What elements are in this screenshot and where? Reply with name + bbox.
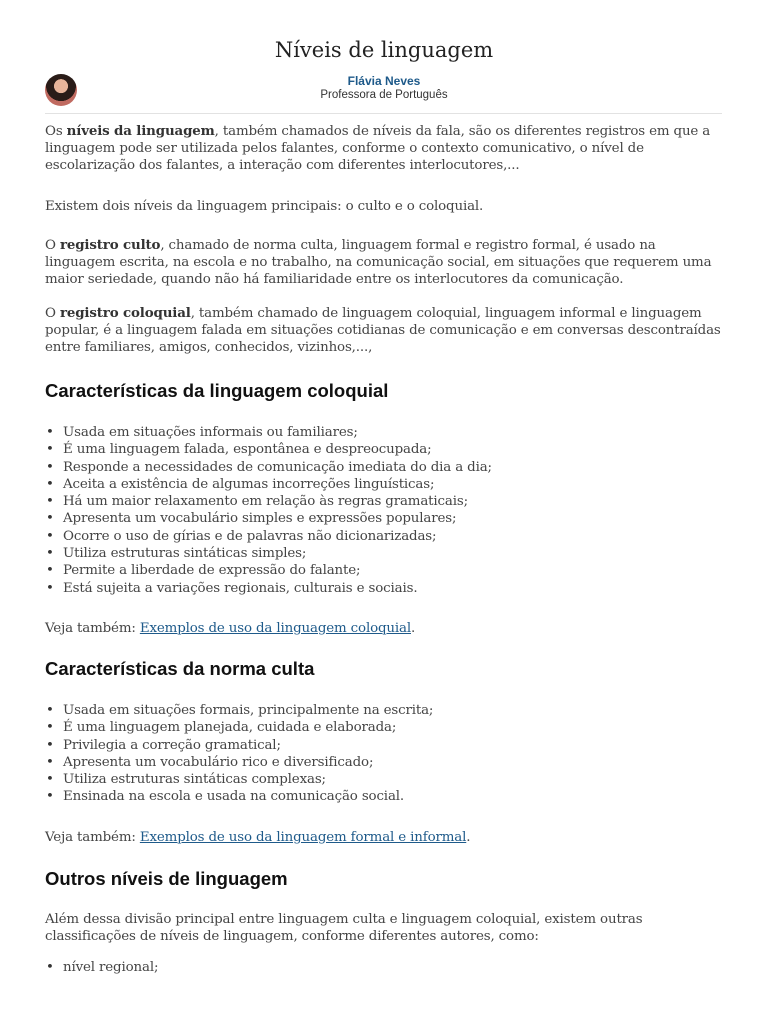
registro-coloquial-paragraph: [45, 305, 723, 357]
link-exemplos-formal-informal[interactable]: Exemplos de uso da linguagem formal e informal: [139, 830, 467, 845]
list-coloquial: [45, 424, 492, 597]
list-item: • Usada em situações informais ou familiares;: [45, 424, 492, 441]
list-item: • Ensinada na escola e usada na comunicação social.: [45, 788, 433, 805]
list-item: • Está sujeita a variações regionais, culturais e sociais.: [45, 580, 492, 597]
list-item: • Permite a liberdade de expressão do falante;: [45, 562, 492, 579]
text-segment: O: [45, 306, 60, 321]
author-block: [0, 74, 768, 114]
divider: [45, 113, 722, 114]
list-item: • Responde a necessidades de comunicação imediata do dia a dia;: [45, 459, 492, 476]
text-segment: .: [411, 621, 416, 636]
intro-paragraph: [45, 123, 723, 175]
text-segment: O: [45, 238, 60, 253]
text-segment: , também chamado de linguagem coloquial, linguagem informal e linguagem popular, é a linguagem falada em situações cotidianas de comunicação e em conversas descontraídas entre familiares, amigos, conhecidos, vizinhos,...,: [45, 306, 721, 356]
see-also-label: Veja também:: [45, 830, 140, 845]
heading-coloquial: Características da linguagem coloquial: [45, 380, 389, 401]
outros-paragraph: Além dessa divisão principal entre linguagem culta e linguagem coloquial, existem outras classificações de níveis de linguagem, conforme diferentes autores, como:: [45, 912, 643, 945]
author-role: Professora de Português: [320, 89, 448, 101]
heading-outros: Outros níveis de linguagem: [45, 868, 288, 889]
text-segment: , também chamados de níveis da fala, são os diferentes registros em que a linguagem pode ser utilizada pelos falantes, conforme o contexto comunicativo, o nível de escolarização dos falantes, a interação com diferentes interlocutores,...: [45, 124, 711, 174]
registro-culto-paragraph: [45, 237, 723, 289]
see-also-label: Veja também:: [45, 621, 140, 636]
list-item: • Há um maior relaxamento em relação às regras gramaticais;: [45, 493, 492, 510]
heading-culta: Características da norma culta: [45, 658, 315, 679]
list-item: • Privilegia a correção gramatical;: [45, 737, 433, 754]
list-item: • Utiliza estruturas sintáticas complexas;: [45, 771, 433, 788]
author-name[interactable]: Flávia Neves: [347, 74, 421, 88]
bold-term: registro coloquial: [59, 305, 191, 321]
bold-term: registro culto: [59, 237, 161, 253]
page-title: Níveis de linguagem: [274, 38, 494, 62]
list-culta: [45, 702, 433, 806]
bold-term: níveis da linguagem: [66, 123, 215, 139]
list-item: • Usada em situações formais, principalmente na escrita;: [45, 702, 433, 719]
text-segment: , chamado de norma culta, linguagem formal e registro formal, é usado na linguagem escrita, na escola e no trabalho, na comunicação social, em situações que requerem uma maior seriedade, quando não há familiaridade entre os interlocutores da comunicação.: [45, 238, 712, 288]
text-segment: Os: [45, 124, 67, 139]
list-item: • Utiliza estruturas sintáticas simples;: [45, 545, 492, 562]
list-item: • Apresenta um vocabulário simples e expressões populares;: [45, 510, 492, 527]
levels-paragraph: Existem dois níveis da linguagem principais: o culto e o coloquial.: [45, 199, 484, 214]
see-also-culta: [45, 829, 723, 846]
see-also-coloquial: [45, 620, 723, 637]
list-item: • Ocorre o uso de gírias e de palavras não dicionarizadas;: [45, 528, 492, 545]
list-outros: [45, 959, 158, 976]
list-item: • É uma linguagem falada, espontânea e despreocupada;: [45, 441, 492, 458]
link-exemplos-coloquial[interactable]: Exemplos de uso da linguagem coloquial: [139, 621, 411, 636]
list-item: • nível regional;: [45, 959, 158, 976]
list-item: • Apresenta um vocabulário rico e diversificado;: [45, 754, 433, 771]
list-item: • É uma linguagem planejada, cuidada e elaborada;: [45, 719, 433, 736]
text-segment: .: [466, 830, 471, 845]
list-item: • Aceita a existência de algumas incorreções linguísticas;: [45, 476, 492, 493]
